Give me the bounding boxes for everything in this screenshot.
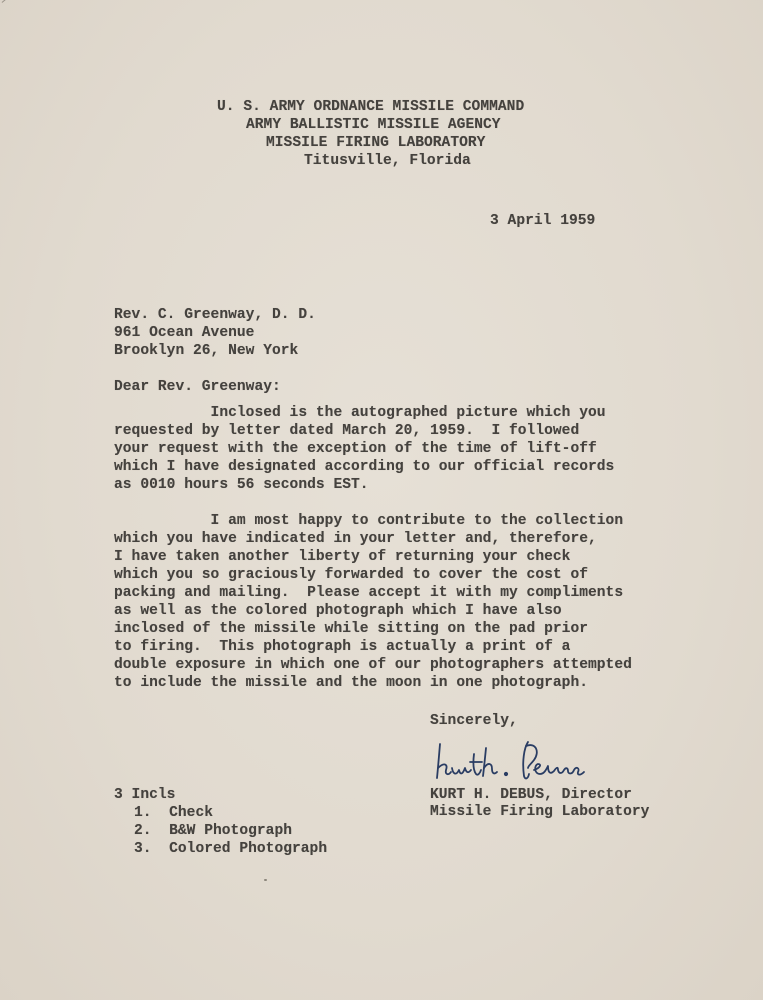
recipient-city: Brooklyn 26, New York [114, 343, 299, 359]
enclosures-heading: 3 Incls [114, 787, 176, 803]
paragraph-line: which you so graciously forwarded to cover the cost of [114, 567, 588, 583]
paragraph-line: packing and mailing. Please accept it with my compliments [114, 585, 624, 601]
paragraph-line: I am most happy to contribute to the collection [114, 513, 624, 529]
paragraph-line: your request with the exception of the time of lift-off [114, 441, 597, 457]
handwritten-signature-icon [432, 738, 632, 784]
letterhead-command: U. S. ARMY ORDNANCE MISSILE COMMAND [217, 99, 525, 115]
paragraph-line: which I have designated according to our official records [114, 459, 615, 475]
paragraph-line: as well as the colored photograph which I have also [114, 603, 562, 619]
paragraph-line: I have taken another liberty of returning your check [114, 549, 571, 565]
paragraph-line: to firing. This photograph is actually a print of a [114, 639, 571, 655]
paragraph-line: inclosed of the missile while sitting on the pad prior [114, 621, 588, 637]
enclosure-item: 3. Colored Photograph [134, 841, 328, 857]
corner-pencil-mark [2, 0, 13, 3]
paragraph-line: requested by letter dated March 20, 1959. I followed [114, 423, 580, 439]
enclosure-item: 2. B&W Photograph [134, 823, 292, 839]
salutation: Dear Rev. Greenway: [114, 379, 281, 395]
paragraph-line: Inclosed is the autographed picture which you [114, 405, 606, 421]
recipient-street: 961 Ocean Avenue [114, 325, 255, 341]
letter-date: 3 April 1959 [490, 213, 596, 229]
paragraph-line: which you have indicated in your letter and, therefore, [114, 531, 597, 547]
signer-organization: Missile Firing Laboratory [430, 804, 650, 820]
recipient-name: Rev. C. Greenway, D. D. [114, 307, 316, 323]
letterhead-location: Titusville, Florida [304, 153, 471, 169]
closing: Sincerely, [430, 713, 518, 729]
letterhead-laboratory: MISSILE FIRING LABORATORY [266, 135, 486, 151]
paragraph-line: to include the missile and the moon in one photograph. [114, 675, 588, 691]
paper-speck [264, 879, 267, 881]
letterhead-agency: ARMY BALLISTIC MISSILE AGENCY [246, 117, 501, 133]
signer-name-title: KURT H. DEBUS, Director [430, 787, 632, 803]
enclosure-item: 1. Check [134, 805, 213, 821]
paragraph-line: as 0010 hours 56 seconds EST. [114, 477, 369, 493]
paragraph-line: double exposure in which one of our photographers attempted [114, 657, 632, 673]
